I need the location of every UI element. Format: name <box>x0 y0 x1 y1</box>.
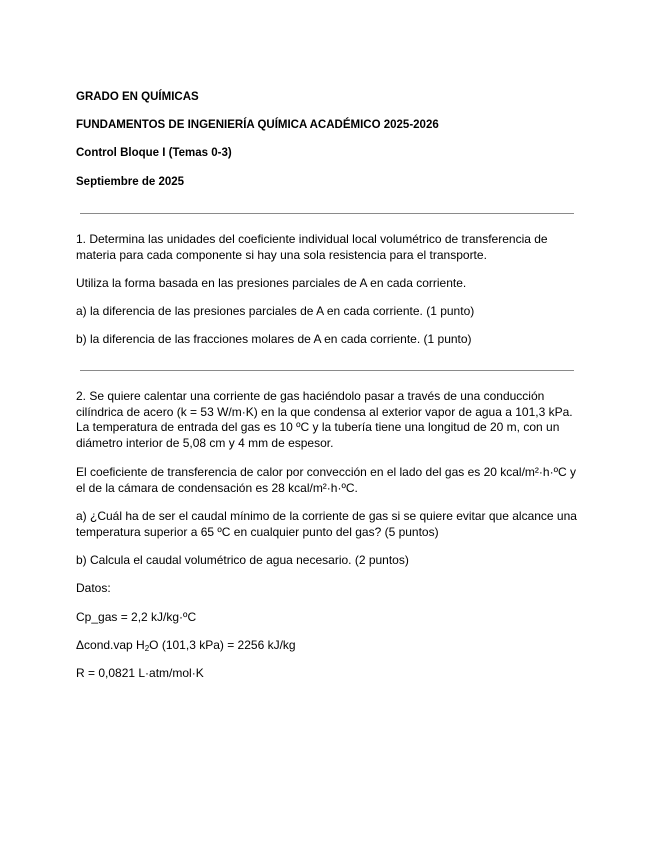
enthalpy-prefix: Δcond.vap H <box>76 638 145 652</box>
data-enthalpy <box>76 638 296 652</box>
q1-part-a: a) la diferencia de las presiones parciales de A en cada corriente. (1 punto) <box>76 304 475 318</box>
divider-2 <box>80 370 574 371</box>
data-label: Datos: <box>76 581 111 595</box>
enthalpy-subscript: 2 <box>144 644 150 653</box>
q2-coef-line-1: El coeficiente de transferencia de calor por convección en el lado del gas es 20 kcal/m²·h·ºC y <box>76 465 576 479</box>
enthalpy-suffix: O (101,3 kPa) = 2256 kJ/kg <box>149 638 296 652</box>
data-cp: Cp_gas = 2,2 kJ/kg·ºC <box>76 610 197 624</box>
q2-text-line-1: 2. Se quiere calentar una corriente de gas haciéndolo pasar a través de una conducción <box>76 389 545 403</box>
q1-instruction: Utiliza la forma basada en las presiones parciales de A en cada corriente. <box>76 276 467 290</box>
q2-part-a-line-2: temperatura superior a 65 ºC en cualquier punto del gas? (5 puntos) <box>76 525 439 539</box>
degree-title: GRADO EN QUÍMICAS <box>76 91 199 103</box>
q2-part-b: b) Calcula el caudal volumétrico de agua necesario. (2 puntos) <box>76 553 409 567</box>
q1-text-line-2: materia para cada componente si hay una sola resistencia para el transporte. <box>76 248 487 262</box>
exam-title: Control Bloque I (Temas 0-3) <box>76 147 232 159</box>
q2-coef-line-2: el de la cámara de condensación es 28 kcal/m²·h·ºC. <box>76 481 358 495</box>
divider-1 <box>80 213 574 214</box>
q2-text-line-4: diámetro interior de 5,08 cm y 4 mm de espesor. <box>76 436 334 450</box>
q2-text-line-3: La temperatura de entrada del gas es 10 ºC y la tubería tiene una longitud de 20 m, con un <box>76 420 560 434</box>
q2-text-line-2: cilíndrica de acero (k = 53 W/m·K) en la que condensa al exterior vapor de agua a 101,3 kPa. <box>76 405 573 419</box>
q1-part-b: b) la diferencia de las fracciones molares de A en cada corriente. (1 punto) <box>76 332 472 346</box>
exam-date: Septiembre de 2025 <box>76 176 185 188</box>
q1-text-line-1: 1. Determina las unidades del coeficiente individual local volumétrico de transferencia de <box>76 232 548 246</box>
course-title: FUNDAMENTOS DE INGENIERÍA QUÍMICA ACADÉMICO 2025-2026 <box>76 119 439 131</box>
data-gas-constant: R = 0,0821 L·atm/mol·K <box>76 666 204 680</box>
q2-part-a-line-1: a) ¿Cuál ha de ser el caudal mínimo de la corriente de gas si se quiere evitar que alcance una <box>76 509 577 523</box>
